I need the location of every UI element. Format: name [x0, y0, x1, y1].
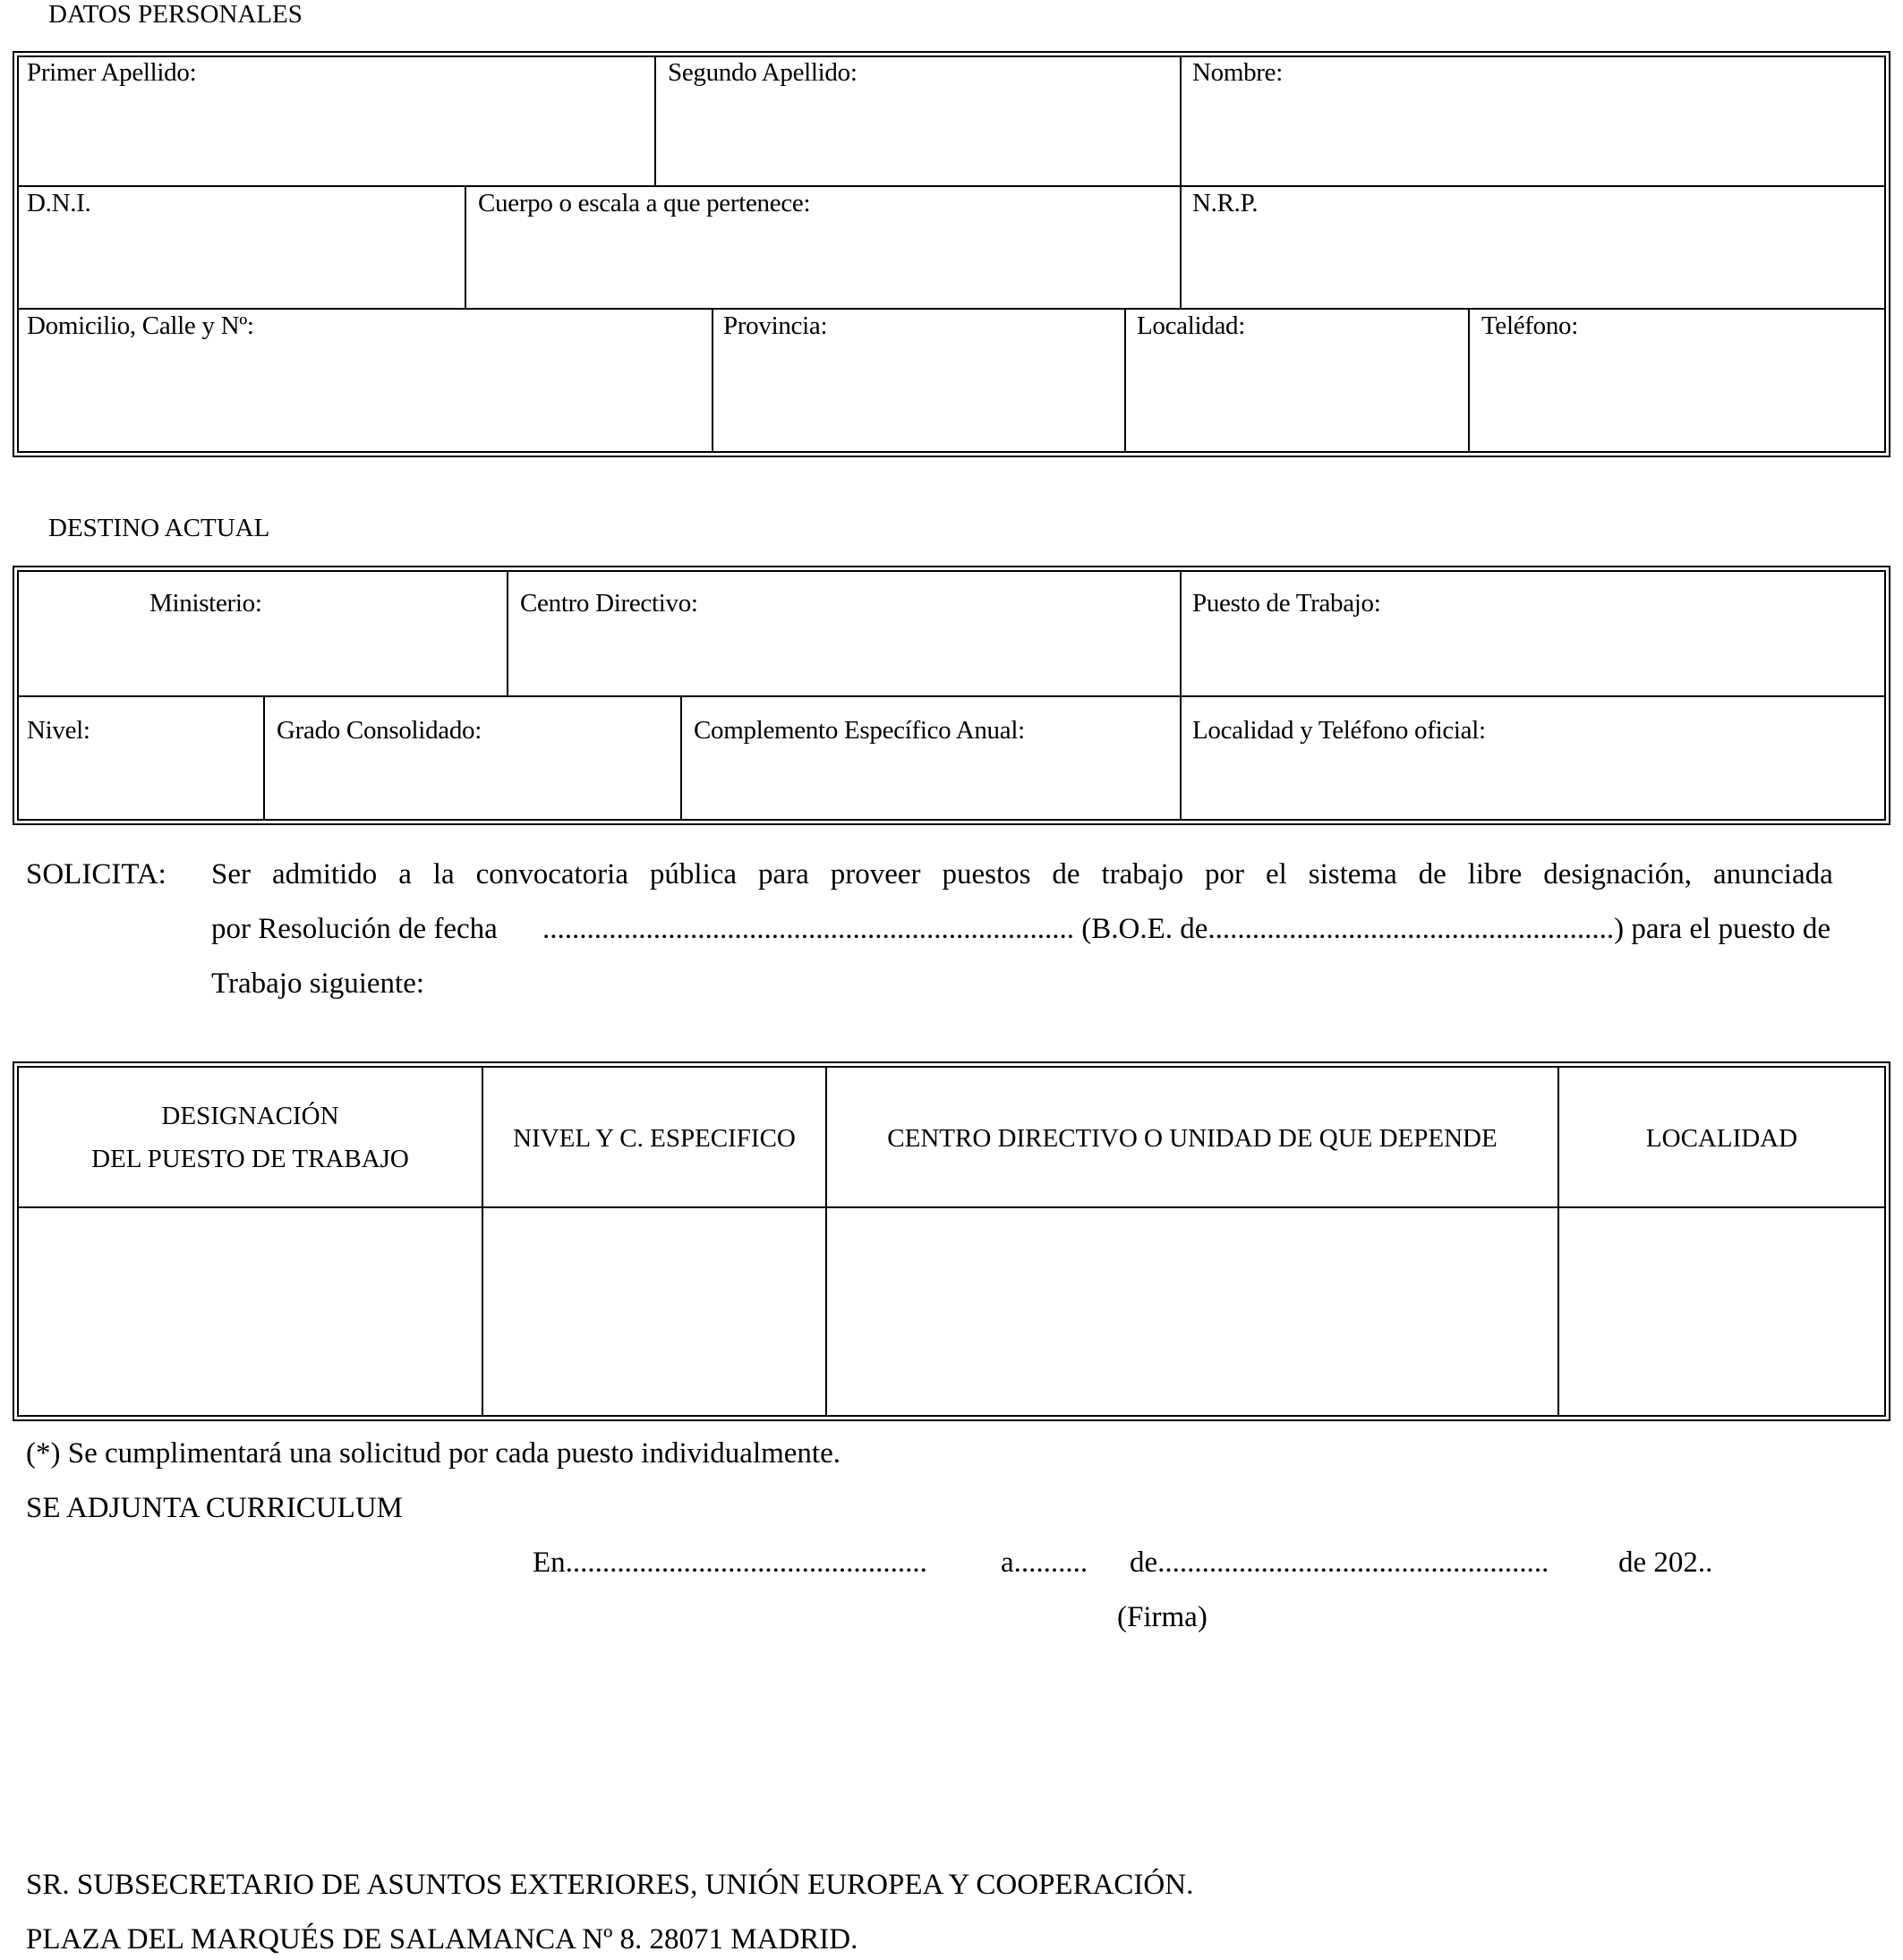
field-label-nivel: Nivel: [27, 716, 90, 745]
field-label-nombre: Nombre: [1192, 58, 1283, 87]
solicita-text-line-2a: por Resolución de fecha [211, 913, 498, 945]
field-label-dni: D.N.I. [27, 189, 91, 217]
column-divider [654, 57, 656, 186]
header-row-divider [19, 1206, 1884, 1208]
attached-curriculum-note: SE ADJUNTA CURRICULUM [26, 1492, 403, 1524]
column-header-designacion-line-1: DESIGNACIÓN [161, 1102, 339, 1130]
solicita-word: de [1052, 858, 1080, 891]
column-header-designacion-line-2: DEL PUESTO DE TRABAJO [91, 1145, 409, 1173]
field-label-centro-directivo: Centro Directivo: [520, 589, 698, 618]
section-title-datos-personales: DATOS PERSONALES [48, 0, 303, 29]
field-label-localidad: Localidad: [1137, 311, 1246, 340]
field-label-segundo-apellido: Segundo Apellido: [668, 58, 858, 87]
solicita-word: admitido [271, 858, 378, 891]
addressee-line-2: PLAZA DEL MARQUÉS DE SALAMANCA Nº 8. 28071 MADRID. [26, 1923, 858, 1956]
row-divider [19, 185, 1884, 187]
column-divider [1468, 309, 1470, 451]
solicita-word: a [398, 858, 412, 891]
date-place-blank: En................................................. [533, 1547, 927, 1579]
field-label-telefono: Teléfono: [1481, 311, 1579, 340]
solicita-word: por [1205, 858, 1245, 891]
solicita-word: Ser [211, 858, 251, 891]
solicita-word: pública [649, 858, 738, 891]
field-label-cuerpo-escala: Cuerpo o escala a que pertenece: [478, 189, 811, 217]
column-header-localidad: LOCALIDAD [1645, 1124, 1798, 1153]
date-month-blank: de..................................................... [1130, 1547, 1549, 1579]
column-header-designacion [19, 1095, 482, 1180]
solicita-word: anunciada [1713, 858, 1833, 891]
date-day-blank: a.......... [1001, 1547, 1088, 1579]
column-header-nivel: NIVEL Y C. ESPECIFICO [513, 1124, 796, 1153]
column-divider [507, 572, 508, 696]
solicita-word: de [1418, 858, 1446, 891]
solicita-word: el [1265, 858, 1287, 891]
field-label-complemento-especifico: Complemento Específico Anual: [694, 716, 1025, 745]
field-label-puesto-trabajo: Puesto de Trabajo: [1192, 589, 1381, 618]
field-label-domicilio: Domicilio, Calle y Nº: [27, 311, 254, 340]
solicita-word: para [758, 858, 809, 891]
footnote-one-request-per-post: (*) Se cumplimentará una solicitud por cada puesto individualmente. [26, 1437, 841, 1470]
row-divider [19, 308, 1884, 310]
column-divider [680, 696, 682, 819]
solicita-label: SOLICITA: [26, 858, 166, 891]
solicita-word: sistema [1308, 858, 1397, 891]
column-divider [1124, 309, 1126, 451]
datos-personales-table [13, 51, 1890, 457]
solicita-word: proveer [830, 858, 921, 891]
column-divider [263, 696, 265, 819]
solicita-word: trabajo [1101, 858, 1184, 891]
column-divider [465, 186, 466, 309]
field-label-localidad-telefono: Localidad y Teléfono oficial: [1192, 716, 1486, 745]
column-divider [1180, 57, 1182, 309]
section-title-destino-actual: DESTINO ACTUAL [48, 514, 270, 542]
field-label-grado-consolidado: Grado Consolidado: [277, 716, 482, 745]
solicita-word: convocatoria [475, 858, 628, 891]
solicita-word: libre [1467, 858, 1523, 891]
field-label-nrp: N.R.P. [1192, 189, 1259, 217]
solicita-word: designación, [1543, 858, 1693, 891]
solicita-text-line-3: Trabajo siguiente: [211, 967, 425, 1000]
signature-label: (Firma) [1117, 1601, 1208, 1633]
field-label-provincia: Provincia: [723, 311, 828, 340]
column-divider [712, 309, 713, 451]
addressee-line-1: SR. SUBSECRETARIO DE ASUNTOS EXTERIORES, UNIÓN EUROPEA Y COOPERACIÓN. [26, 1869, 1194, 1901]
column-header-centro-directivo: CENTRO DIRECTIVO O UNIDAD DE QUE DEPENDE [887, 1124, 1498, 1153]
solicita-text-line-1 [211, 858, 1833, 891]
solicita-word: puestos [942, 858, 1031, 891]
date-year-blank: de 202.. [1618, 1547, 1713, 1579]
solicita-word: la [432, 858, 455, 891]
solicita-text-line-2b: ........................................................................ (B.O.E. de.......................................................) para el puesto de [542, 913, 1831, 945]
row-divider [19, 695, 1884, 697]
column-divider [1180, 572, 1182, 819]
field-label-primer-apellido: Primer Apellido: [27, 58, 197, 87]
field-label-ministerio: Ministerio: [149, 589, 262, 618]
